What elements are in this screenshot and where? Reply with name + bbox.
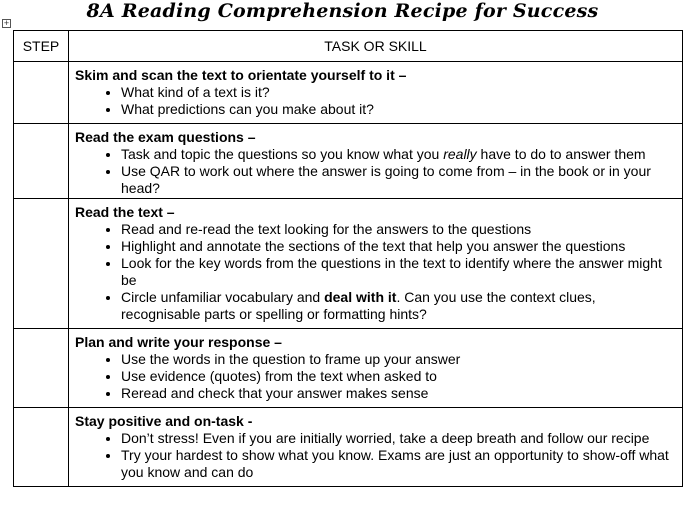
table-row (14, 329, 683, 408)
list-item: • Look for the key words from the questions in the text to identify where the answer might be (121, 255, 676, 289)
task-cell (69, 124, 683, 199)
step-cell (14, 329, 69, 408)
list-item: • Use evidence (quotes) from the text when asked to (121, 368, 676, 385)
list-item: • Highlight and annotate the sections of the text that help you answer the questions (121, 238, 676, 255)
task-cell (69, 199, 683, 329)
task-cell (69, 329, 683, 408)
list-item: • Circle unfamiliar vocabulary and deal with it. Can you use the context clues, recognisable parts or spelling or formatting hints? (121, 289, 676, 323)
row-heading: Skim and scan the text to orientate yourself to it – (75, 67, 407, 83)
table-row (14, 199, 683, 329)
row-heading: Plan and write your response – (75, 334, 282, 350)
row-heading: Read the text – (75, 204, 175, 220)
recipe-table (13, 30, 683, 487)
table-header-row (14, 31, 683, 62)
bullet-list (75, 351, 676, 402)
table-row (14, 124, 683, 199)
list-item: • Use the words in the question to frame up your answer (121, 351, 676, 368)
step-cell (14, 199, 69, 329)
step-cell (14, 408, 69, 487)
task-cell (69, 62, 683, 124)
list-item: • Task and topic the questions so you know what you really have to do to answer them (121, 146, 676, 163)
list-item: • What predictions can you make about it? (121, 101, 676, 118)
bullet-list (75, 84, 676, 118)
list-item: • What kind of a text is it? (121, 84, 676, 101)
table-move-handle-icon[interactable]: + (3, 18, 10, 28)
list-item: • Try your hardest to show what you know. Exams are just an opportunity to show-off what you know and can do (121, 447, 676, 481)
task-column-header: TASK OR SKILL (69, 31, 683, 62)
step-cell (14, 124, 69, 199)
bullet-list (75, 221, 676, 323)
bullet-list (75, 430, 676, 481)
table-row (14, 62, 683, 124)
table-row (14, 408, 683, 487)
bullet-list (75, 146, 676, 197)
step-cell (14, 62, 69, 124)
row-heading: Read the exam questions – (75, 129, 256, 145)
row-heading: Stay positive and on-task - (75, 413, 253, 429)
list-item: • Use QAR to work out where the answer is going to come from – in the book or in your head? (121, 163, 676, 197)
list-item: • Read and re-read the text looking for the answers to the questions (121, 221, 676, 238)
bold-text: deal with it (324, 289, 397, 305)
document-title: 8A Reading Comprehension Recipe for Success (86, 0, 599, 22)
emphasis-text: really (443, 146, 477, 162)
list-item: • Reread and check that your answer makes sense (121, 385, 676, 402)
task-cell (69, 408, 683, 487)
step-column-header: STEP (14, 31, 69, 62)
list-item: • Don’t stress! Even if you are initially worried, take a deep breath and follow our recipe (121, 430, 676, 447)
